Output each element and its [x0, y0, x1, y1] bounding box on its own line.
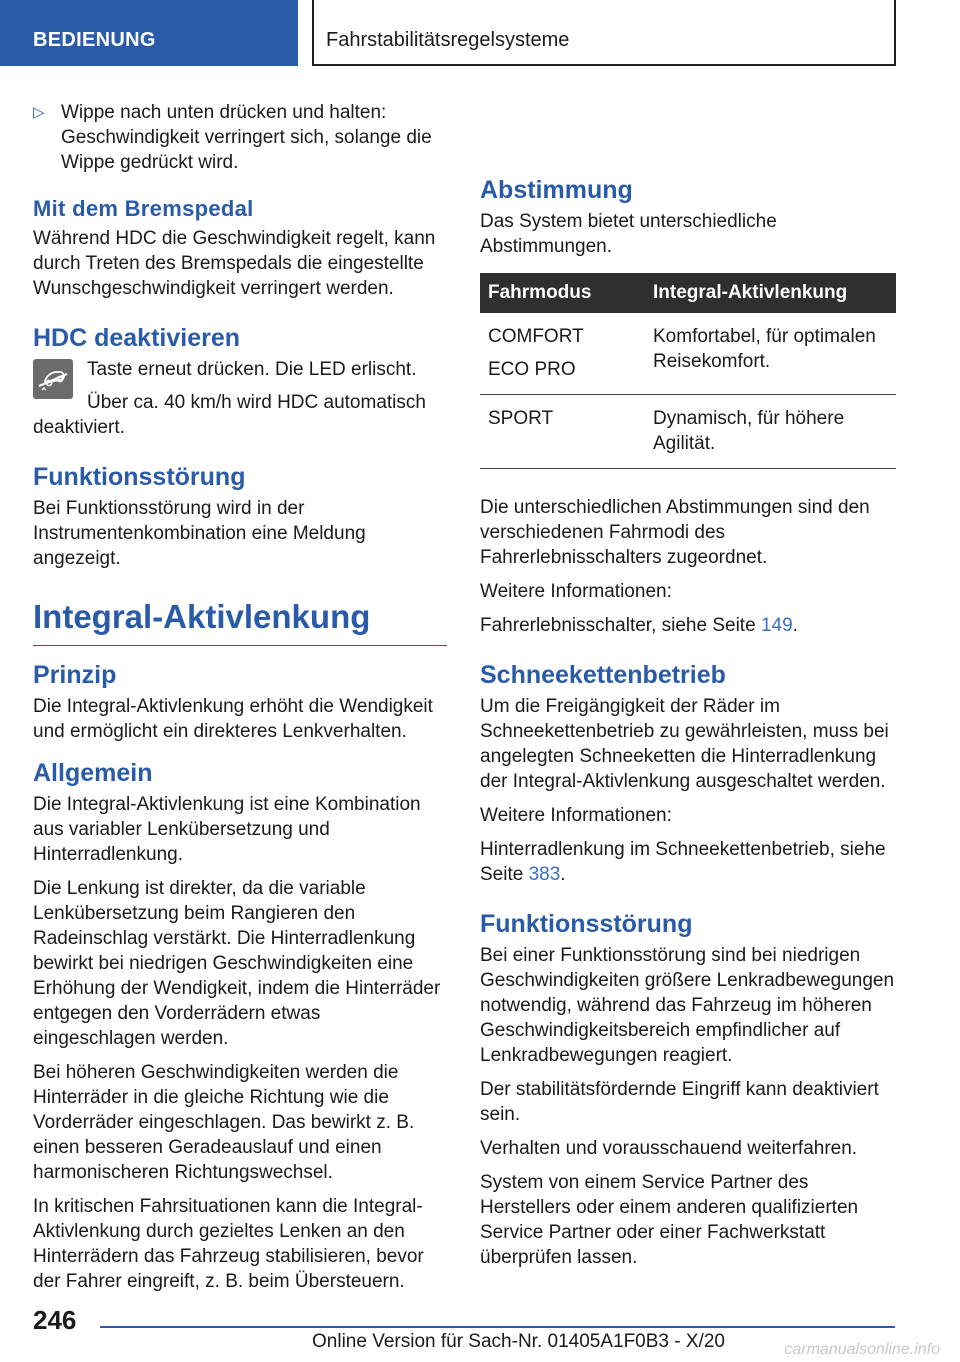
hdc-off-block: [33, 357, 447, 440]
fault-paragraph-3: Verhalten und vorausschauend weiterfahren.: [480, 1138, 858, 1159]
prinzip-heading: Prinzip: [33, 661, 117, 689]
chapter-title: Fahrstabilitätsregelsysteme: [326, 29, 570, 51]
main-heading: Integral-Aktivlenkung: [33, 597, 447, 646]
hdc-off-text-1: Taste erneut drücken. Die LED erlischt.: [87, 359, 417, 380]
table-cell-mode: [480, 313, 645, 395]
schnee-text: Um die Freigängigkeit der Räder im Schneekettenbetrieb zu gewährleisten, muss bei angelegten Schneeketten die Hinterradlenkung der Integral-Aktivlenkung ausgeschaltet werden.: [480, 696, 889, 792]
allgemein-heading: Allgemein: [33, 759, 153, 787]
schnee-heading: Schneekettenbetrieb: [480, 661, 726, 689]
page-number: 246: [33, 1305, 77, 1335]
table-row: [480, 395, 896, 469]
more-info-label-2: Weitere Informationen:: [480, 805, 672, 826]
page-link-383[interactable]: 383: [528, 864, 561, 885]
bullet-text: Wippe nach unten drücken und halten: Geschwindigkeit verringert sich, solange die Wippe gedrückt wird.: [61, 102, 432, 173]
fault-heading-right: Funktionsstörung: [480, 910, 693, 938]
mode-table: [480, 273, 896, 469]
table-header-mode: Fahrmodus: [480, 273, 645, 313]
fault-paragraph-2: Der stabilitätsfördernde Eingriff kann deaktiviert sein.: [480, 1079, 879, 1125]
mode-comfort: COMFORT: [488, 326, 584, 347]
fault-paragraph-4: System von einem Service Partner des Herstellers oder einem anderen qualifizierten Service Partner oder einer Fachwerkstatt überprüfen lassen.: [480, 1172, 859, 1268]
reference-2: [480, 837, 896, 887]
brake-heading: Mit dem Bremspedal: [33, 196, 254, 221]
allgemein-paragraph-3: Bei höheren Geschwindigkeiten werden die Hinterräder in die gleiche Richtung wie die Vorderräder eingeschlagen. Das bewirkt z. B. einen besseren Geradeauslauf und einen harmonischeren Richtungswechsel.: [33, 1062, 415, 1183]
footer-version: Online Version für Sach-Nr. 01405A1F0B3 - X/20: [312, 1331, 725, 1352]
bullet-item: [33, 100, 447, 175]
more-info-label-1: Weitere Informationen:: [480, 581, 672, 602]
page-header: [0, 0, 960, 66]
reference-1-end: .: [792, 615, 798, 636]
right-column: [480, 175, 896, 1279]
left-column: [33, 100, 447, 1303]
allgemein-paragraph-4: In kritischen Fahrsituationen kann die Integral-Aktivlenkung durch gezieltes Lenken an den Hinterrädern das Fahrzeug stabilisieren, bevor der Fahrer eingreift, z. B. beim Übersteuern.: [33, 1196, 424, 1292]
chapter-title-box: [312, 0, 896, 66]
fault-paragraph-1: Bei einer Funktionsstörung sind bei niedrigen Geschwindigkeiten größere Lenkradbewegungen notwendig, während das Fahrzeug im höheren Geschwindigkeitsbereich empfindlicher auf Lenkradbewegungen reagiert.: [480, 945, 895, 1066]
hdc-off-heading: HDC deaktivieren: [33, 324, 241, 352]
section-tab: [0, 0, 298, 66]
reference-1-text: Fahrerlebnisschalter, siehe Seite: [480, 615, 761, 636]
reference-2-end: .: [560, 864, 566, 885]
allgemein-paragraph-1: Die Integral-Aktivlenkung ist eine Kombination aus variabler Lenkübersetzung und Hinterradlenkung.: [33, 794, 421, 865]
table-cell-desc: Komfortabel, für optimalen Reisekomfort.: [645, 313, 896, 395]
brake-text: Während HDC die Geschwindigkeit regelt, kann durch Treten des Bremspedals die eingestellte Wunschgeschwindigkeit verringert werden.: [33, 228, 436, 299]
prinzip-text: Die Integral-Aktivlenkung erhöht die Wendigkeit und ermöglicht ein direkteres Lenkverhalten.: [33, 696, 433, 742]
allgemein-paragraph-2: Die Lenkung ist direkter, da die variable Lenkübersetzung beim Rangieren den Radeinschlag verstärkt. Die Hinterradlenkung bewirkt bei niedrigen Geschwindigkeiten eine Erhöhung der Wendigkeit, indem die Hinterräder entgegen den Vorderrädern etwas eingeschlagen werden.: [33, 878, 441, 1049]
hill-descent-control-icon: [33, 359, 73, 399]
table-header-row: [480, 273, 896, 313]
triangle-bullet-icon: ▷: [33, 104, 45, 121]
hdc-off-text-2: Über ca. 40 km/h wird HDC automatisch deaktiviert.: [33, 392, 426, 438]
abstimmung-text: Das System bietet unterschiedliche Abstimmungen.: [480, 211, 777, 257]
modes-text: Die unterschiedlichen Abstimmungen sind den verschiedenen Fahrmodi des Fahrerlebnisschalters zugeordnet.: [480, 497, 870, 568]
table-cell-desc: Dynamisch, für höhere Agilität.: [645, 395, 896, 469]
abstimmung-heading: Abstimmung: [480, 176, 633, 204]
watermark: carmanualsonline.info: [784, 1341, 940, 1358]
table-cell-mode: SPORT: [480, 395, 645, 469]
page-link-149[interactable]: 149: [760, 615, 793, 636]
table-row: [480, 313, 896, 395]
section-label: BEDIENUNG: [33, 29, 156, 51]
mode-eco-pro: ECO PRO: [488, 359, 576, 380]
fault-heading-left: Funktionsstörung: [33, 463, 246, 491]
table-header-steering: Integral-Aktivlenkung: [645, 273, 896, 313]
fault-text-left: Bei Funktionsstörung wird in der Instrumentenkombination eine Meldung angezeigt.: [33, 498, 366, 569]
reference-2-text: Hinterradlenkung im Schneekettenbetrieb, siehe Seite: [480, 839, 886, 885]
reference-1: [480, 613, 896, 638]
footer-divider: [100, 1326, 895, 1328]
